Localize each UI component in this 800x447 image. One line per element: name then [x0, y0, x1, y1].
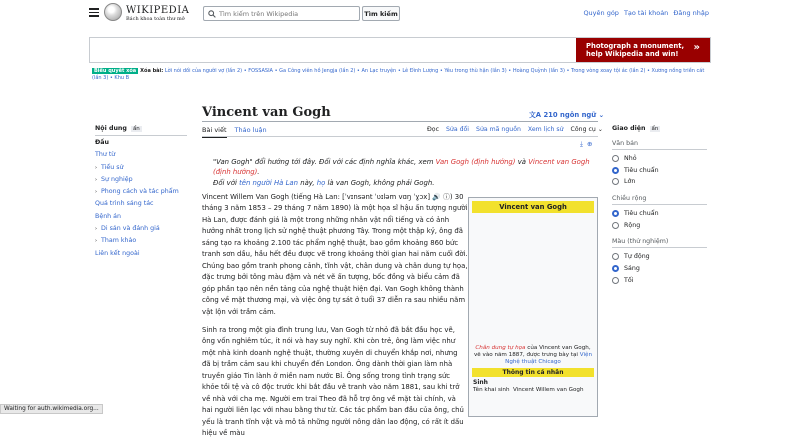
- infobox-title: Vincent van Gogh: [472, 201, 594, 213]
- chevron-right-icon[interactable]: ›: [95, 226, 97, 233]
- toc-item-biography[interactable]: [95, 164, 185, 171]
- hatnote-text: là van Gogh, không phải Gogh.: [325, 178, 435, 187]
- text-size-standard-label: Tiêu chuẩn: [624, 166, 659, 174]
- tab-tools-label: Công cụ: [570, 126, 596, 133]
- banner-line1: Photograph a monument,: [586, 42, 685, 50]
- pdf-icon[interactable]: ⤓: [580, 140, 583, 148]
- search-box[interactable]: [203, 6, 360, 21]
- chevron-down-icon: ⌄: [596, 111, 605, 119]
- text-size-section: Văn bản: [612, 140, 707, 150]
- color-auto-label: Tự động: [624, 253, 650, 261]
- deletion-items[interactable]: Lời nói dối của người vợ (lần 2) • FOSSASIA • Ga Công viên hồ Jengja (lần 2) • An Lạc truyện • Lê Đình Lượng • Yêu trong thù hận (lần 3) • Hoàng Quỳnh (lần 3) • Trong vòng xoay tội ác (lần 2) • Xương nồng triền cát (lần 3) • Khu B: [92, 68, 705, 81]
- deletion-strip: [92, 68, 712, 81]
- radio-icon[interactable]: [612, 253, 619, 260]
- login-link[interactable]: Đăng nhập: [673, 9, 709, 17]
- toc-item-biography-label: Tiểu sử: [101, 163, 124, 171]
- search-button[interactable]: Tìm kiếm: [362, 6, 400, 21]
- radio-icon[interactable]: [612, 178, 619, 185]
- chevron-down-icon: ⌄: [595, 126, 603, 133]
- toc-item-references[interactable]: [95, 237, 185, 244]
- campaign-banner: [89, 37, 711, 63]
- color-auto[interactable]: [612, 253, 707, 260]
- radio-icon[interactable]: [612, 277, 619, 284]
- hatnote-link-dutch-names[interactable]: tên người Hà Lan: [239, 178, 299, 187]
- width-wide-label: Rộng: [624, 221, 641, 229]
- text-size-standard[interactable]: [612, 167, 707, 174]
- header: [0, 0, 800, 30]
- hatnote-link-surname[interactable]: họ: [316, 178, 326, 187]
- deletion-badge[interactable]: Biểu quyết xóa: [94, 68, 137, 74]
- language-button[interactable]: [529, 109, 604, 119]
- toc-item-career-label: Sự nghiệp: [101, 175, 133, 183]
- hatnote-text: .: [257, 168, 260, 177]
- hatnote: [213, 157, 598, 188]
- hatnote-text: và: [515, 158, 529, 166]
- tab-article[interactable]: Bài viết: [202, 126, 227, 138]
- infobox-key: Tên khai sinh: [473, 387, 510, 393]
- table-of-contents: [95, 125, 185, 262]
- title-divider: [202, 121, 598, 122]
- article-body: [202, 192, 468, 447]
- toc-item-references-label: Tham khảo: [101, 237, 137, 245]
- create-account-link[interactable]: Tạo tài khoản: [623, 9, 669, 17]
- text-size-small-label: Nhỏ: [624, 155, 637, 162]
- width-wide[interactable]: [612, 222, 707, 229]
- toc-heading: Nội dung: [95, 125, 127, 132]
- chevron-right-icon[interactable]: ›: [95, 176, 97, 183]
- radio-selected-icon[interactable]: [612, 265, 619, 272]
- language-count: 210 ngôn ngữ: [543, 111, 597, 119]
- chevron-right-icon[interactable]: ›: [95, 189, 97, 196]
- browser-status-bar: Waiting for auth.wikimedia.org...: [0, 404, 103, 414]
- width-section: Chiều rộng: [612, 195, 707, 205]
- paragraph-intro: Vincent Willem Van Gogh (tiếng Hà Lan: [ˈvɪnsənt ˈʋɪləm vɑŋ ˈɣɔx] 🔊 ⓘ) 30 tháng 3 năm 1853 – 29 tháng 7 năm 1890) là một họa sĩ hậu ấn tượng người Hà Lan, được đánh giá là một trong những nhân vật nổi tiếng và có ảnh hưởng nhất trong lịch sử nghệ thuật phương Tây. Trong một thập kỷ, ông đã sáng tạo ra khoảng 2.100 tác phẩm nghệ thuật, bao gồm khoảng 860 bức tranh sơn dầu, hầu hết đều được vẽ trong khoảng thời gian hai năm cuối đời. Chúng bao gồm tranh phong cảnh, tĩnh vật, chân dung và chân dung tự họa, đặc trưng bởi tông màu đậm và nét vẽ ấn tượng, bốc đồng và biểu cảm đã góp phần tạo nên nền tảng của nghệ thuật hiện đại. Van Gogh không thành công về mặt thương mại, và việc ông tự sát ở tuổi 37 diễn ra sau nhiều năm vật lộn với trầm cảm.: [202, 193, 468, 316]
- toc-item-process[interactable]: Quá trình sáng tác: [95, 200, 154, 208]
- toc-item-style-label: Phong cách và tác phẩm: [101, 188, 179, 196]
- hatnote-link-disambig1[interactable]: Van Gogh (định hướng): [435, 158, 516, 166]
- paragraph-early-life: Sinh ra trong một gia đình trung lưu, Van Gogh từ nhỏ đã bắt đầu học vẽ, ông vốn nghiêm túc, ít nói và hay suy nghĩ. Khi còn trẻ, ông làm việc như một nhà kinh doanh nghệ thuật, thường xuyên di chuyển khắp nơi, nhưng đã bị trầm cảm sau khi chuyển đến London. Ông dành thời gian làm nhà truyền giáo Tin lành ở miền nam nước Bỉ. Ông sống trong tình trạng sức khỏe tồi tệ và cô độc trước khi bắt đầu vẽ tranh vào năm 1881, sau khi trở về nhà với cha mẹ. Người em trai Theo đã hỗ trợ ông về mặt tài chính, và hai người liên lạc với nhau bằng thư từ. Các tác phẩm ban đầu của ông, chủ yếu là tranh tĩnh vật và mô tả những người nông dân lao động, có rất ít dấu hiệu về màu: [202, 325, 464, 438]
- tab-history[interactable]: Xem lịch sử: [527, 126, 564, 133]
- chevron-right-icon[interactable]: ›: [95, 164, 97, 171]
- radio-selected-icon[interactable]: [612, 210, 619, 217]
- appearance-hide-button[interactable]: ẩn: [651, 126, 659, 132]
- tabs-divider: [202, 136, 598, 137]
- text-size-large[interactable]: [612, 178, 707, 185]
- banner-cta[interactable]: [576, 38, 710, 62]
- tab-edit[interactable]: Sửa đổi: [445, 126, 470, 133]
- infobox-row-birthname: [473, 387, 593, 394]
- chevron-right-icon: »: [693, 42, 700, 53]
- toc-item-top[interactable]: Đầu: [95, 139, 110, 146]
- toc-item-style[interactable]: [95, 188, 185, 195]
- toc-item-illness[interactable]: Bệnh án: [95, 212, 122, 220]
- chevron-right-icon[interactable]: ›: [95, 238, 97, 245]
- coord-icon[interactable]: ⊕: [587, 140, 593, 148]
- tab-edit-source[interactable]: Sửa mã nguồn: [476, 126, 521, 133]
- search-icon: [208, 10, 216, 18]
- color-dark[interactable]: [612, 277, 707, 284]
- caption-link-selfportrait[interactable]: Chân dung tự họa: [475, 345, 526, 351]
- appearance-panel: [612, 125, 707, 289]
- portrait-image[interactable]: [472, 216, 594, 343]
- page-title: Vincent van Gogh: [202, 105, 331, 120]
- toc-item-legacy-label: Di sản và đánh giá: [101, 225, 160, 233]
- logo-wordmark[interactable]: WIKIPEDIA: [126, 5, 190, 16]
- toc-item-letters[interactable]: Thư từ: [95, 151, 116, 159]
- width-standard-label: Tiêu chuẩn: [624, 210, 659, 218]
- color-light-label: Sáng: [624, 265, 640, 273]
- radio-selected-icon[interactable]: [612, 167, 619, 174]
- text-size-small[interactable]: [612, 155, 707, 162]
- infobox-caption: [469, 345, 597, 366]
- infobox-section-personal: Thông tin cá nhân: [472, 368, 594, 377]
- page-controls: [580, 140, 592, 149]
- toc-item-legacy[interactable]: [95, 225, 185, 232]
- toc-item-external-links[interactable]: Liên kết ngoài: [95, 249, 140, 257]
- deletion-label: Xóa bài:: [140, 68, 164, 74]
- tab-talk[interactable]: Thảo luận: [234, 126, 267, 134]
- logo-tagline: Bách khoa toàn thư mở: [126, 16, 185, 22]
- hatnote-text: "Van Gogh" đổi hướng tới đây. Đối với các định nghĩa khác, xem: [213, 158, 436, 166]
- caption-link-museum[interactable]: Viện Nghệ thuật Chicago: [505, 352, 592, 365]
- search-input[interactable]: [219, 8, 357, 19]
- toc-divider: [95, 135, 187, 136]
- toc-hide-button[interactable]: ẩn: [132, 126, 140, 132]
- main-menu-icon[interactable]: [89, 8, 99, 17]
- color-light[interactable]: [612, 265, 707, 272]
- hatnote-link-disambig2[interactable]: Vincent van Gogh (định hướng): [213, 158, 590, 177]
- text-size-large-label: Lớn: [624, 178, 636, 186]
- toc-item-career[interactable]: [95, 176, 185, 183]
- color-section: Màu (thử nghiệm): [612, 238, 707, 248]
- width-standard[interactable]: [612, 210, 707, 217]
- user-links: [583, 9, 709, 17]
- wikipedia-globe-icon[interactable]: [104, 3, 122, 21]
- appearance-heading: Giao diện: [612, 125, 646, 132]
- infobox: [468, 197, 598, 417]
- donate-link[interactable]: Quyên góp: [583, 9, 619, 17]
- radio-icon[interactable]: [612, 222, 619, 229]
- caption-text: của Vincent van Gogh, vẽ vào năm 1887, được trưng bày tại: [473, 345, 591, 358]
- hatnote-text: này,: [298, 178, 317, 187]
- banner-line2: help Wikipedia and win!: [586, 50, 679, 58]
- infobox-label-born: Sinh: [473, 379, 488, 386]
- infobox-value: Vincent Willem van Gogh: [513, 387, 584, 393]
- translate-icon: 文A: [529, 111, 544, 119]
- tab-read[interactable]: Đọc: [427, 126, 439, 137]
- color-dark-label: Tối: [624, 276, 634, 284]
- hatnote-text: Đối với: [213, 178, 240, 187]
- radio-icon[interactable]: [612, 155, 619, 162]
